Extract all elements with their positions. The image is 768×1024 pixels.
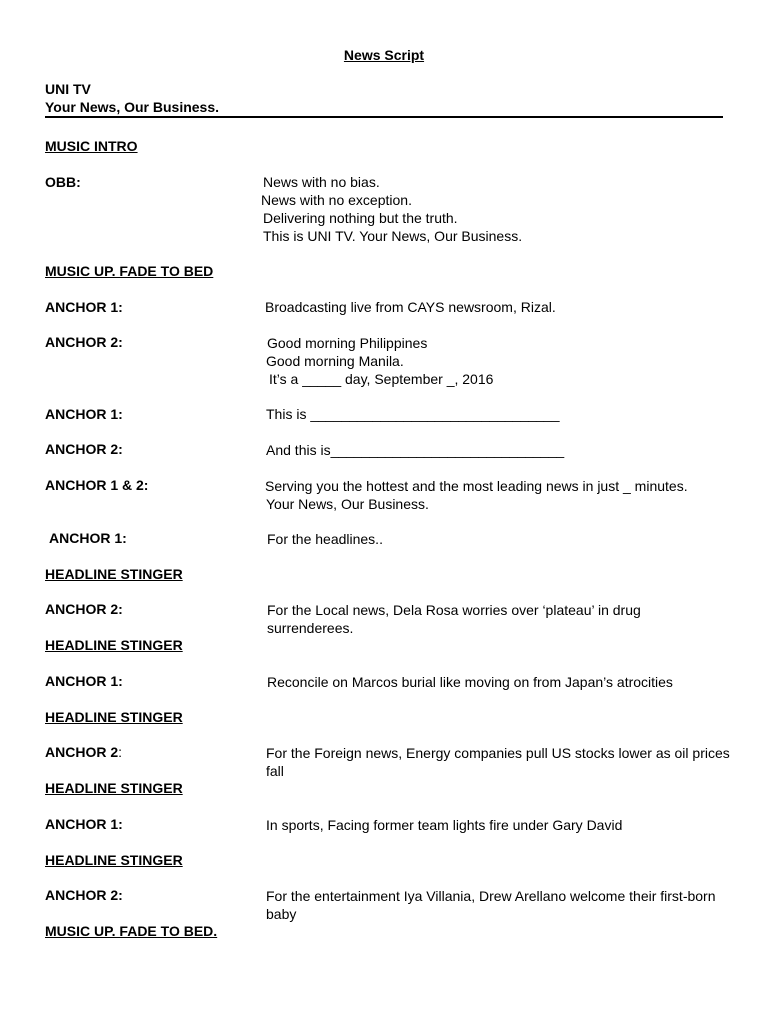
anchor-label: ANCHOR 1:	[45, 299, 123, 315]
anchor-line: Serving you the hottest and the most leading news in just _ minutes.	[265, 478, 688, 494]
anchor-label	[45, 743, 122, 761]
anchor-line: Good morning Philippines	[267, 335, 428, 351]
anchor-line: It’s a _____ day, September _, 2016	[269, 371, 494, 387]
headline-stinger: HEADLINE STINGER	[45, 637, 183, 653]
anchor-line: This is ________________________________	[266, 406, 560, 422]
station-name: UNI TV	[45, 81, 91, 97]
station-tagline: Your News, Our Business.	[45, 99, 220, 115]
obb-line: This is UNI TV. Your News, Our Business.	[263, 228, 523, 244]
anchor-label: ANCHOR 2:	[45, 887, 123, 903]
anchor-line: For the headlines..	[267, 531, 383, 547]
headline-stinger: HEADLINE STINGER	[45, 852, 183, 868]
anchor-line: And this is______________________________	[266, 442, 565, 458]
music-cue: MUSIC UP. FADE TO BED	[45, 263, 214, 279]
anchor-label: ANCHOR 2:	[45, 334, 123, 350]
anchor-line: In sports, Facing former team lights fire under Gary David	[266, 817, 623, 833]
obb-line: News with no exception.	[261, 192, 412, 208]
anchor-label: ANCHOR 1 & 2:	[45, 477, 149, 493]
anchor-label: ANCHOR 1:	[45, 816, 123, 832]
anchor-line: For the Foreign news, Energy companies pull US stocks lower as oil prices fall	[266, 745, 730, 779]
obb-line: Delivering nothing but the truth.	[263, 210, 458, 226]
page-title: News Script	[343, 47, 425, 63]
header-divider	[45, 116, 723, 118]
headline-stinger: HEADLINE STINGER	[45, 780, 183, 796]
anchor-label: ANCHOR 2:	[45, 601, 123, 617]
anchor-line: For the entertainment Iya Villania, Drew Arellano welcome their first-born baby	[266, 888, 716, 922]
music-intro-cue: MUSIC INTRO	[45, 138, 138, 154]
headline-stinger: HEADLINE STINGER	[45, 709, 183, 725]
headline-stinger: HEADLINE STINGER	[45, 566, 183, 582]
anchor-label-colon: :	[118, 744, 123, 760]
anchor-line: Reconcile on Marcos burial like moving on from Japan’s atrocities	[267, 674, 673, 690]
anchor-label: ANCHOR 1:	[49, 530, 127, 546]
anchor-label-text: ANCHOR 2	[45, 744, 119, 760]
anchor-label: ANCHOR 1:	[45, 406, 123, 422]
anchor-line: Broadcasting live from CAYS newsroom, Rizal.	[265, 299, 556, 315]
music-cue: MUSIC UP. FADE TO BED.	[45, 923, 218, 939]
anchor-line: Good morning Manila.	[266, 353, 404, 369]
obb-label: OBB:	[45, 174, 81, 190]
anchor-line: For the Local news, Dela Rosa worries over ‘plateau’ in drug surrenderees.	[267, 602, 641, 636]
anchor-label: ANCHOR 1:	[45, 673, 123, 689]
anchor-line: Your News, Our Business.	[266, 496, 429, 512]
obb-line: News with no bias.	[263, 174, 380, 190]
anchor-label: ANCHOR 2:	[45, 441, 123, 457]
